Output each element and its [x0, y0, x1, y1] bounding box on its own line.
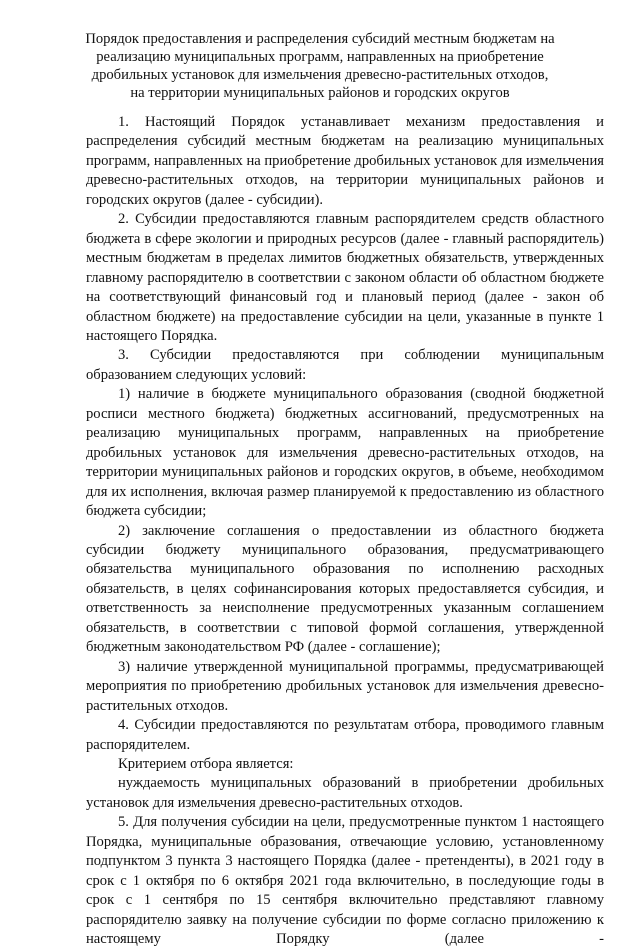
title-line: Порядок предоставления и распределения субсидий местным бюджетам на [85, 31, 555, 47]
document-title [70, 30, 570, 102]
title-line: реализацию муниципальных программ, направленных на приобретение [96, 49, 544, 65]
paragraph-3-3: 3) наличие утвержденной муниципальной программы, предусматривающей мероприятия по приобретению дробильных установок для измельчения древесно-растительных отходов. [86, 658, 604, 714]
paragraph-3: 3. Субсидии предоставляются при соблюдении муниципальным образованием следующих условий: [86, 347, 604, 383]
paragraph-2: 2. Субсидии предоставляются главным распорядителем средств областного бюджета в сфере экологии и природных ресурсов (далее - главный распорядитель) местным бюджетам в пределах лимитов бюджетных обязательств, утвержденных главному распорядителю в соответствии с законом области об областном бюджете на соответствующий финансовый год и плановый период (далее - закон об областном бюджете) на предоставление субсидии на цели, указанные в пункте 1 настоящего Порядка. [86, 211, 604, 344]
paragraph-3-2: 2) заключение соглашения о предоставлении из областного бюджета субсидии бюджету муниципального образования, предусматривающего обязательства муниципального образования по исполнению расходных обязательств, в целях софинансирования которых предоставляется субсидия, и ответственность за неисполнение предусмотренных указанным соглашением обязательств, в соответствии с типовой формой соглашения, утвержденной бюджетным законодательством РФ (далее - соглашение); [86, 522, 604, 656]
paragraph-3-1: 1) наличие в бюджете муниципального образования (сводной бюджетной росписи местного бюджета) бюджетных ассигнований, предусмотренных на реализацию муниципальных программ, направленных на приобретение дробильных установок для измельчения древесно-растительных отходов, на территории муниципальных районов и городских округов, в объеме, необходимом для их исполнения, включая размер планируемой к предоставлению из областного бюджета субсидии; [86, 386, 604, 520]
paragraph-criterion-text: нуждаемость муниципальных образований в приобретении дробильных установок для измельчения древесно-растительных отходов. [86, 775, 604, 811]
document-body [86, 113, 604, 949]
paragraph-5: 5. Для получения субсидии на цели, предусмотренные пунктом 1 настоящего Порядка, муниципальные образования, отвечающие условию, установленному подпунктом 3 пункта 3 настоящего Порядка (далее - претенденты), в 2021 году в срок с 1 октября по 6 октября 2021 года включительно, в последующие годы в срок с 1 сентября по 15 сентября включительно представляют главному распорядителю заявку на получение субсидии по форме согласно приложению к настоящему Порядку (далее - [86, 814, 604, 948]
paragraph-criterion-heading: Критерием отбора является: [118, 755, 294, 772]
title-line: дробильных установок для измельчения древесно-растительных отходов, [91, 67, 549, 83]
title-line: на территории муниципальных районов и городских округов [130, 85, 510, 101]
paragraph-1: 1. Настоящий Порядок устанавливает механизм предоставления и распределения субсидий местным бюджетам на реализацию муниципальных программ, направленных на приобретение дробильных установок для измельчения древесно-растительных отходов, на территории муниципальных районов и городских округов (далее - субсидии). [86, 114, 605, 208]
paragraph-4: 4. Субсидии предоставляются по результатам отбора, проводимого главным распорядителем. [86, 717, 604, 753]
